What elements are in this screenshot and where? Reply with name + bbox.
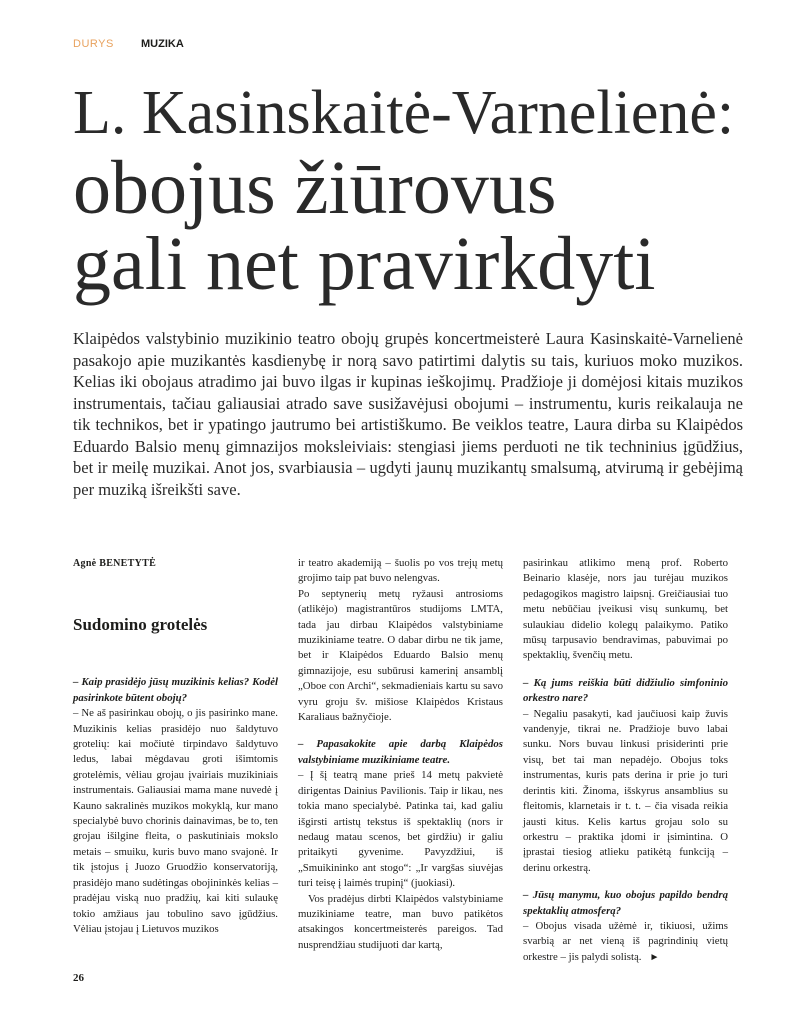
question-1: – Kaip prasidėjo jūsų muzikinis kelias? Kodėl pasirinkote būtent obojų? bbox=[73, 676, 278, 704]
article-column-2 bbox=[298, 556, 503, 953]
page-number: 26 bbox=[73, 972, 84, 984]
headline-line-2: obojus žiūrovus bbox=[73, 146, 557, 230]
lead-paragraph: Klaipėdos valstybinio muzikinio teatro obojų grupės koncertmeisterė Laura Kasinskaitė-Varnelienė pasakojo apie muzikantės kasdienybę ir norą savo patirtimi dalytis su tais, kuriuos moko muzikos. Kelias iki obojaus atradimo jai buvo ilgas ir kupinas ieškojimų. Pradžioje ji domėjosi kitais muzikos instrumentais, tačiau galiausiai atrado save susižavėjusi obojumi – instrumentu, kuris reikalauja ne tik technikos, bet ir ypatingo jautrumo bei artistiškumo. Be veiklos teatre, Laura dirba su Klaipėdos Eduardo Balsio menų gimnazijos moksleiviais: stengiasi jiems perduoti ne tik techninius įgūdžius, bet ir meilę muzikai. Anot jos, svarbiausia – ugdyti jaunų muzikantų smalsumą, atvirumą ir gebėjimą per muziką išreikšti save. bbox=[73, 329, 743, 499]
col2-paragraph-3: Vos pradėjus dirbti Klaipėdos valstybiniame muzikiniame teatre, man buvo patikėtos atsakingos koncertmeisterės pareigos. Tad nusprendžiau studijuoti dar kartą, bbox=[298, 892, 503, 951]
answer-4: – Obojus visada užėmė ir, tikiuosi, užims svarbią ar net vieną iš pagrindinių vietų orkestre – jis palydi solistą. bbox=[523, 919, 728, 963]
headline bbox=[73, 76, 773, 306]
col3-paragraph-1: pasirinkau atlikimo meną prof. Roberto Beinario klasėje, nors jau turėjau muzikos pedagogikos magistro laipsnį. Greičiausiai tuo metu nebūčiau įveikusi visų sunkumų, bet sulaukiau didelio kolegų palaikymo. Patiko mūsų tarpusavio bendravimas, pabuvimai po spektaklių, švenčių metu. bbox=[523, 557, 728, 662]
category-tag: MUZIKA bbox=[141, 38, 184, 50]
headline-line-3: gali net pravirkdyti bbox=[73, 222, 656, 306]
section-tag: DURYS bbox=[73, 38, 114, 50]
question-3: – Ką jums reiškia būti didžiulio simfoninio orkestro nare? bbox=[523, 676, 728, 705]
question-4: – Jūsų manymu, kuo obojus papildo bendrą spektaklių atmosferą? bbox=[523, 889, 728, 917]
col2-paragraph-1: ir teatro akademiją – šuolis po vos trejų metų grojimo taip pat buvo nelengvas. bbox=[298, 557, 503, 585]
col2-paragraph-2: Po septynerių metų ryžausi antrosioms (atlikėjo) magistrantūros studijoms LMTA, tada jau dirbau Klaipėdos valstybiniame muzikiniame teatre. O dabar dirbu ne tik jame, bet ir Klaipėdos Eduardo Balsio menų gimnazijoje, esu subūrusi kamerinį ansamblį „Oboe con Archi“, sekmadieniais kartu su savo vyru groju šv. mišiose Klaipėdos Kristaus Karaliaus bažnyčioje. bbox=[298, 587, 503, 724]
article-column-1 bbox=[73, 556, 278, 937]
continue-arrow-icon: ► bbox=[649, 951, 660, 963]
question-2: – Papasakokite apie darbą Klaipėdos valstybiniame muzikiniame teatre. bbox=[298, 738, 503, 766]
subheading: Sudomino grotelės bbox=[73, 615, 208, 635]
answer-4-wrap bbox=[523, 919, 728, 965]
answer-1: – Ne aš pasirinkau obojų, o jis pasirinko mane. Muzikinis kelias prasidėjo nuo šaldytuvo grotelių: kai močiutė tirpindavo šaldytuvo ledus, labai mėgdavau groti išimtomis grotelėmis, vėliau grojau įvairiais muzikiniais instrumentais. Galiausiai mama mane nuvedė į Kauno sakralinės muzikos mokyklą, kur mano specialybė buvo chorinis dainavimas, be to, ten grojau išilgine fleita, o paskutiniais mokslo metais – smuiku, kuris buvo mano svajonė. Ir tik įstojus į Juozo Gruodžio konservatoriją, prasidėjo mano sudėtingas obojininkės kelias – pradėjau viską nuo pradžių, kai kiti sulaukę tokio amžiaus jau tobulino savo įgūdžius. Vėliau įstojau į Lietuvos muzikos bbox=[73, 707, 278, 935]
headline-line-1: L. Kasinskaitė-Varnelienė: bbox=[73, 79, 735, 147]
author-byline: Agnė BENETYTĖ bbox=[73, 558, 157, 569]
answer-2: – Į šį teatrą mane prieš 14 metų pakvietė dirigentas Dainius Pavilionis. Taip ir likau, nes tokia mano specialybė. Patinka tai, kad galiu išgirsti artistų tekstus iš spektaklių (nors ir nedaug matau scenos, bet girdžiu) ir galiu pritaikyti gyvenime. Pavyzdžiui, iš „Smuikininko ant stogo“: „Ir vargšas siuvėjas turi teisę į laimės trupinį“ (juokiasi). bbox=[298, 769, 503, 890]
article-column-3 bbox=[523, 556, 728, 965]
answer-3: – Negaliu pasakyti, kad jaučiuosi kaip žuvis vandenyje, tikrai ne. Pradžioje buvo labai sunku. Nors buvau linkusi prisiderinti prie visų, bet tai man nepadėjo. Obojus toks instrumentas, kuris pats derina ir prie jo turi derintis kiti. Žinoma, išskyrus ansamblius su fleitomis, klarnetais ir t. t. – čia visada reikia jausti kitus. Kelis kartus grojau solo su orkestru – praktika įdomi ir įsimintina. O įprastai tiesiog atlieku patikėtą funkciją – derinu orkestrą. bbox=[523, 707, 728, 874]
